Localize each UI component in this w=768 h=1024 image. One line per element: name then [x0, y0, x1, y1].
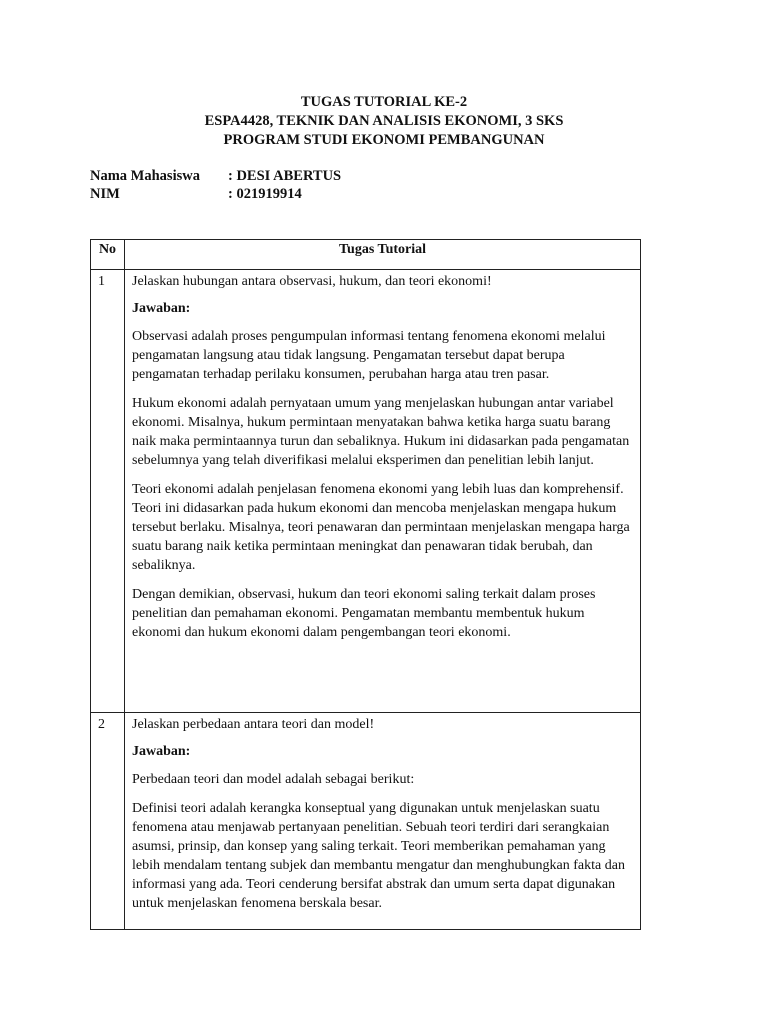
column-header-no: No: [91, 240, 125, 270]
student-nim-value: : 021919914: [228, 186, 302, 202]
table-row: [91, 713, 641, 930]
row-number: 2: [91, 713, 125, 930]
tutorial-table: [90, 239, 641, 930]
answer-paragraph: Definisi teori adalah kerangka konseptual yang digunakan untuk menjelaskan suatu fenomena atau menjawab pertanyaan penelitian. Sebuah teori terdiri dari serangkaian asumsi, prinsip, dan konsep yang saling terkait. Teori memberikan pemahaman yang lebih mendalam tentang subjek dan membantu mengatur dan menghubungkan fakta dan informasi yang ada. Teori cenderung bersifat abstrak dan umum serta dapat digunakan untuk menjelaskan fenomena berskala besar.: [132, 801, 625, 911]
student-nim-label: NIM: [90, 186, 120, 202]
student-name-value: : DESI ABERTUS: [228, 168, 342, 184]
answer-paragraph: Perbedaan teori dan model adalah sebagai berikut:: [132, 772, 415, 787]
row-content: [125, 270, 641, 713]
student-name-row: [90, 167, 341, 185]
document-header: [0, 93, 768, 150]
header-course: ESPA4428, TEKNIK DAN ANALISIS EKONOMI, 3 SKS: [204, 113, 564, 129]
row-number: 1: [91, 270, 125, 713]
table-header-row: [91, 240, 641, 270]
question-text: Jelaskan perbedaan antara teori dan model!: [132, 717, 375, 732]
answer-label: Jawaban:: [132, 744, 191, 759]
header-title: TUGAS TUTORIAL KE-2: [300, 94, 468, 110]
answer-paragraph: Observasi adalah proses pengumpulan informasi tentang fenomena ekonomi melalui pengamatan langsung atau tidak langsung. Pengamatan tersebut dapat berupa pengamatan terhadap perilaku konsumen, perubahan harga atau tren pasar.: [132, 329, 606, 382]
answer-paragraph: Teori ekonomi adalah penjelasan fenomena ekonomi yang lebih luas dan komprehensif. Teori ini didasarkan pada hukum ekonomi dan mencoba menjelaskan mengapa hukum tersebut berlaku. Misalnya, teori penawaran dan permintaan menjelaskan mengapa harga suatu barang naik ketika permintaan meningkat dan penawaran tidak berubah, dan sebaliknya.: [132, 482, 630, 573]
student-info: [90, 167, 341, 203]
column-header-task: Tugas Tutorial: [125, 240, 641, 270]
header-program: PROGRAM STUDI EKONOMI PEMBANGUNAN: [223, 132, 545, 148]
student-nim-row: [90, 185, 341, 203]
answer-paragraph: Hukum ekonomi adalah pernyataan umum yang menjelaskan hubungan antar variabel ekonomi. Misalnya, hukum permintaan menyatakan bahwa ketika harga suatu barang naik maka permintaannya turun dan sebaliknya. Hukum ini didasarkan pada pengamatan sebelumnya yang telah diverifikasi melalui eksperimen dan penelitian lebih lanjut.: [132, 396, 630, 468]
answer-label: Jawaban:: [132, 301, 191, 316]
question-text: Jelaskan hubungan antara observasi, hukum, dan teori ekonomi!: [132, 274, 492, 289]
student-name-label: Nama Mahasiswa: [90, 168, 200, 184]
table-row: [91, 270, 641, 713]
row-content: [125, 713, 641, 930]
answer-paragraph: Dengan demikian, observasi, hukum dan teori ekonomi saling terkait dalam proses penelitian dan pemahaman ekonomi. Pengamatan membantu membentuk hukum ekonomi dan hukum ekonomi dalam pengembangan teori ekonomi.: [132, 587, 596, 640]
